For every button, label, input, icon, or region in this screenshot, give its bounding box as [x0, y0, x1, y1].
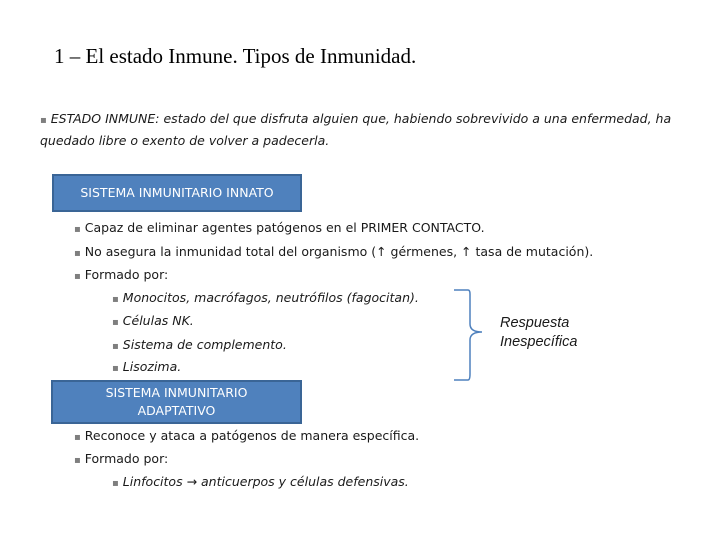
- innate-system-heading-box: [52, 174, 302, 212]
- adaptive-component-1-text: Linfocitos → anticuerpos y células defensivas.: [122, 474, 409, 489]
- bullet-icon: ▪: [112, 363, 119, 374]
- bullet-icon: ▪: [74, 271, 81, 282]
- adaptive-item-2-text: Formado por:: [84, 451, 169, 466]
- adaptive-system-heading-box: [51, 380, 302, 424]
- adaptive-item-2: [74, 451, 168, 466]
- innate-item-2-text: No asegura la inmunidad total del organismo (↑ gérmenes, ↑ tasa de mutación).: [84, 244, 594, 259]
- innate-component-4-text: Lisozima.: [122, 359, 182, 374]
- innate-component-1: [112, 290, 419, 305]
- note-line-2: Inespecífica: [500, 334, 578, 350]
- bullet-icon: ▪: [112, 341, 119, 352]
- right-brace-icon: [450, 286, 500, 386]
- bullet-icon: ▪: [40, 115, 47, 126]
- intro-text: ESTADO INMUNE: estado del que disfruta alguien que, habiendo sobrevivido a una enfermedad, ha quedado libre o exento de volver a padecerla.: [40, 111, 672, 148]
- adaptive-item-1-text: Reconoce y ataca a patógenos de manera específica.: [84, 428, 420, 443]
- innate-component-4: [112, 359, 181, 374]
- innate-item-3-text: Formado por:: [84, 267, 169, 282]
- bullet-icon: ▪: [74, 224, 81, 235]
- innate-item-1: [74, 220, 485, 235]
- innate-component-2: [112, 313, 194, 328]
- innate-system-heading: SISTEMA INMUNITARIO INNATO: [80, 185, 274, 200]
- bullet-icon: ▪: [112, 317, 119, 328]
- innate-item-2: [74, 244, 593, 259]
- page-title: 1 – El estado Inmune. Tipos de Inmunidad.: [54, 44, 417, 68]
- bullet-icon: ▪: [112, 294, 119, 305]
- bullet-icon: ▪: [74, 432, 81, 443]
- bullet-icon: ▪: [74, 455, 81, 466]
- adaptive-component-1: [112, 474, 409, 489]
- adaptive-system-heading: SISTEMA INMUNITARIO ADAPTATIVO: [105, 385, 248, 418]
- intro-paragraph: [40, 109, 690, 151]
- bullet-icon: ▪: [74, 248, 81, 259]
- adaptive-item-1: [74, 428, 419, 443]
- innate-component-2-text: Células NK.: [122, 313, 194, 328]
- innate-item-3: [74, 267, 168, 282]
- innate-component-1-text: Monocitos, macrófagos, neutrófilos (fagocitan).: [122, 290, 419, 305]
- innate-component-3-text: Sistema de complemento.: [122, 337, 287, 352]
- bullet-icon: ▪: [112, 478, 119, 489]
- innate-component-3: [112, 337, 287, 352]
- inespecific-response-note: [500, 314, 577, 352]
- innate-item-1-text: Capaz de eliminar agentes patógenos en el PRIMER CONTACTO.: [84, 220, 485, 235]
- note-line-1: Respuesta: [500, 315, 570, 331]
